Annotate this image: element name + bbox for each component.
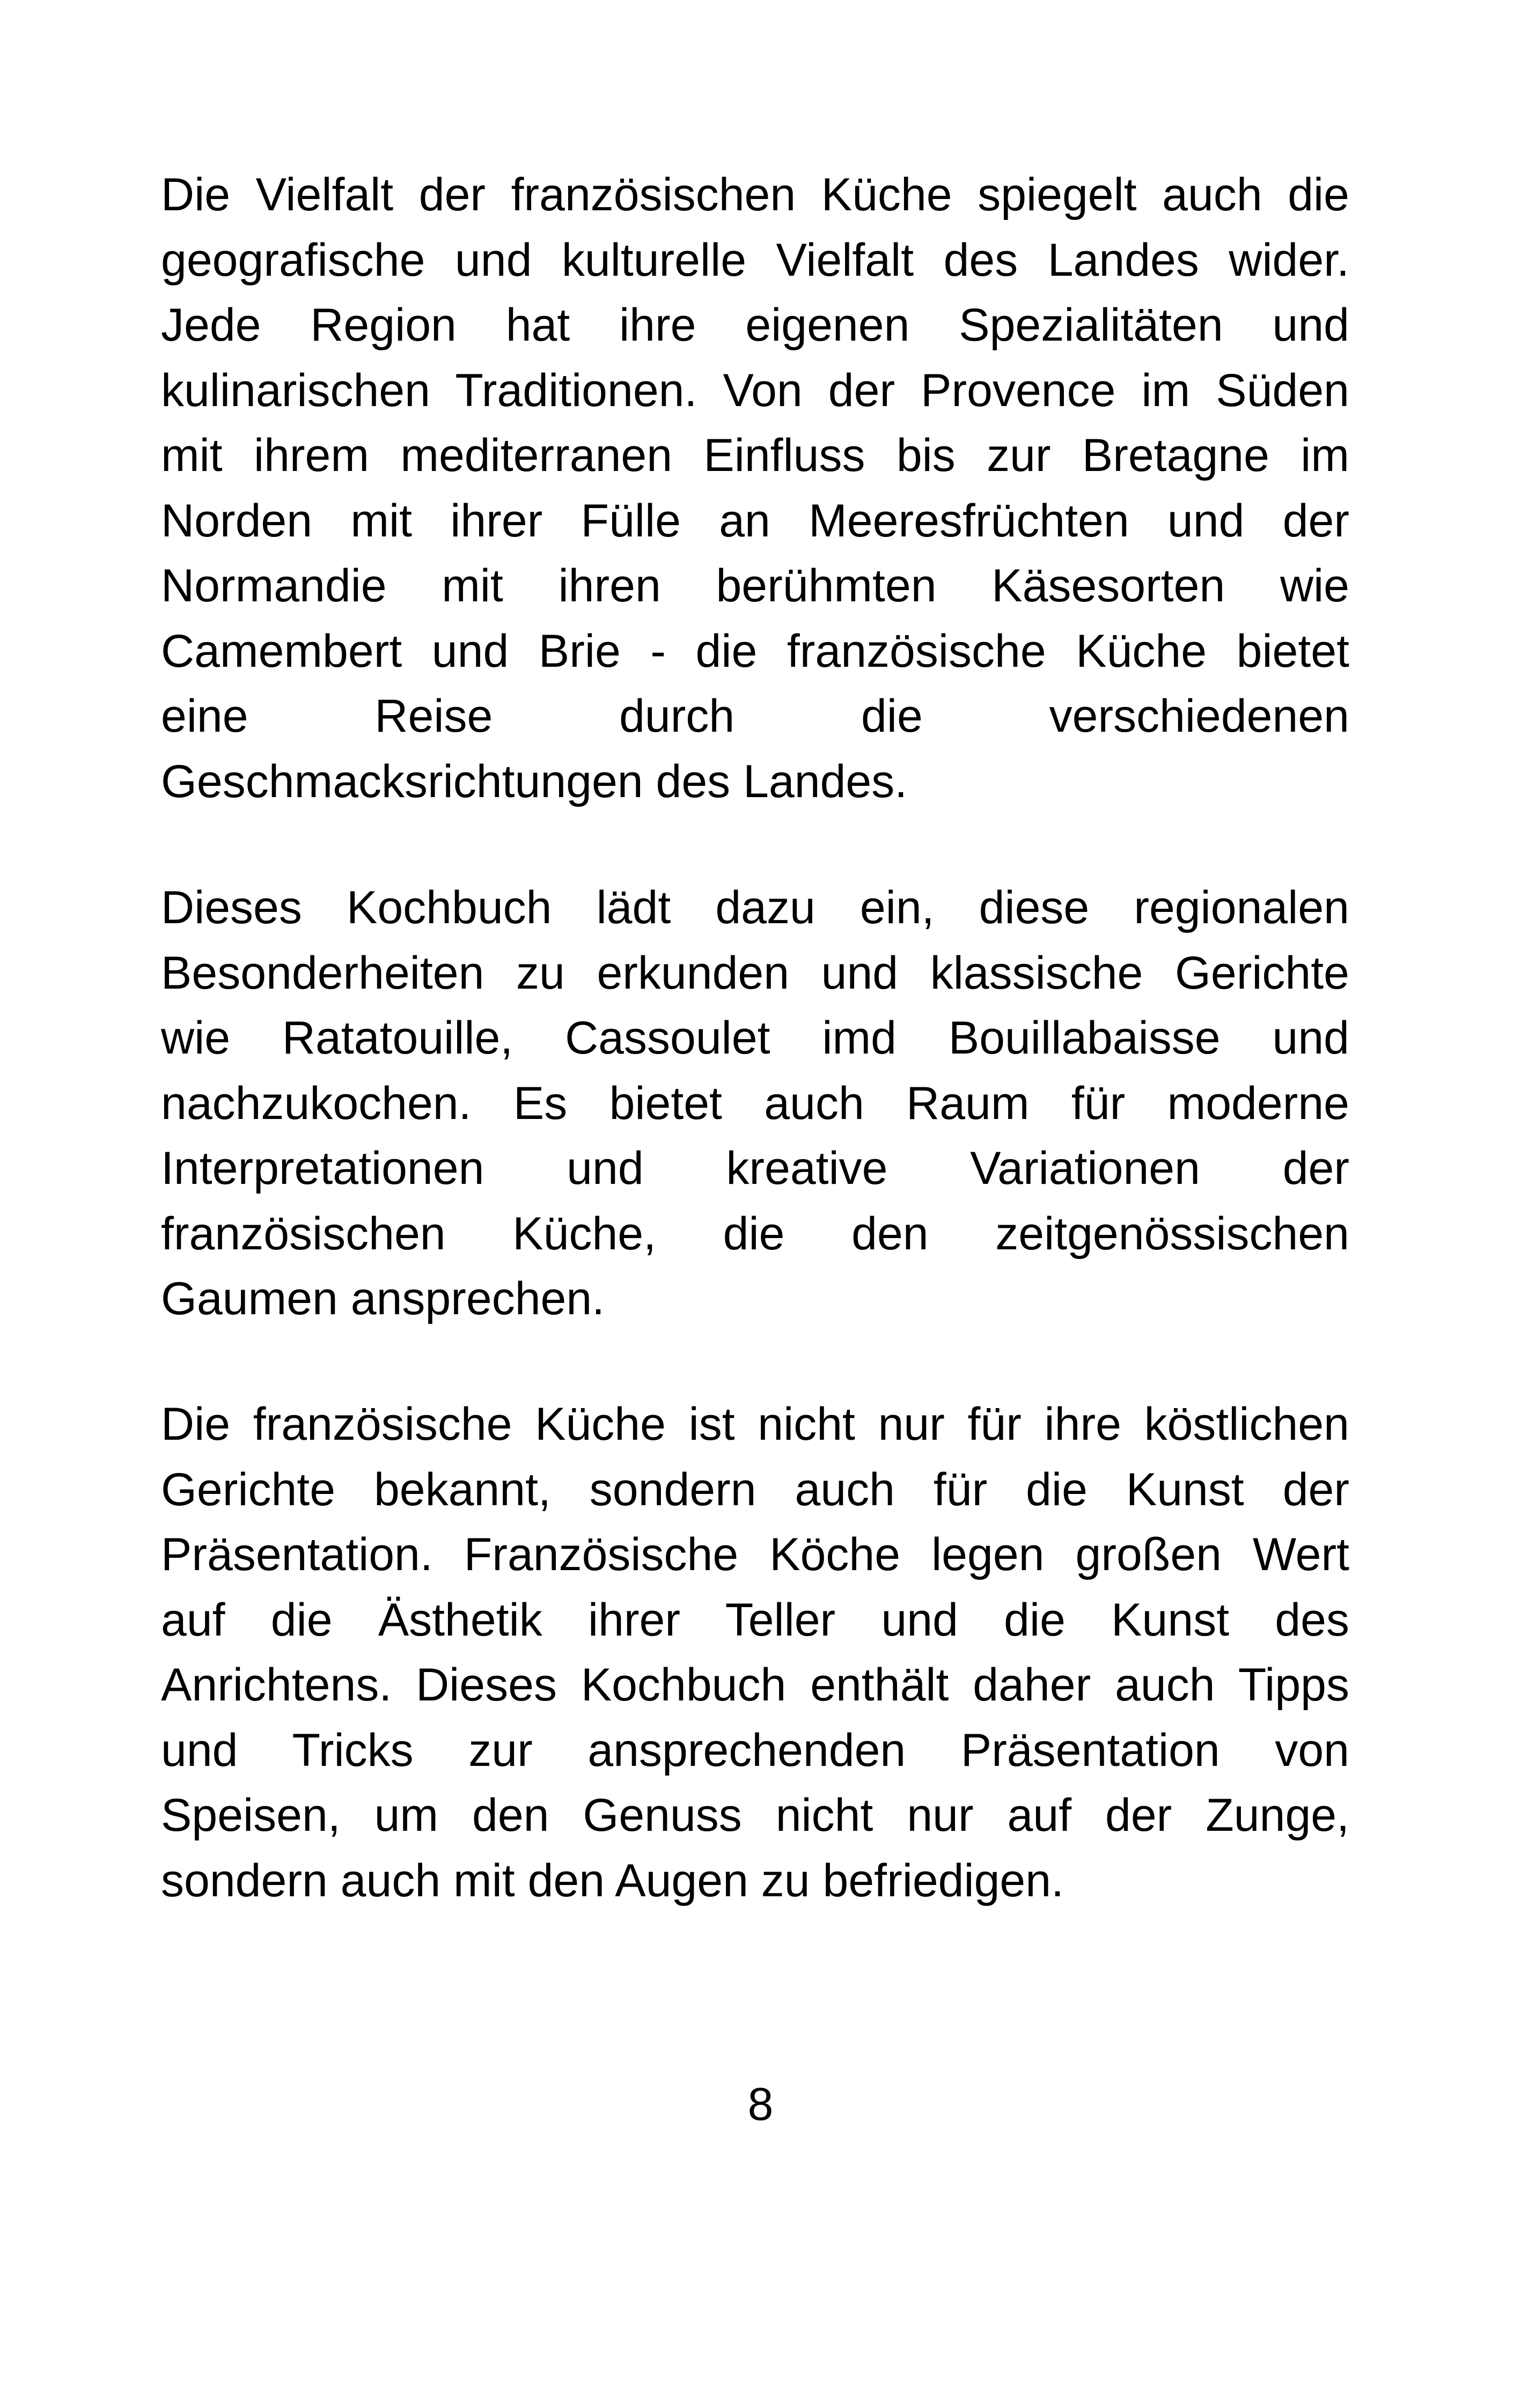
text-line: französischen Küche, die den zeitgenössischen: [161, 1207, 1349, 1260]
text-line: Besonderheiten zu erkunden und klassische Gerichte: [161, 947, 1349, 999]
page-number: 8: [747, 2079, 774, 2130]
text-line: Präsentation. Französische Köche legen großen Wert: [161, 1529, 1349, 1580]
paragraph: [161, 163, 1349, 814]
text-line: auf die Ästhetik ihrer Teller und die Kunst des: [161, 1594, 1349, 1646]
text-line: Normandie mit ihren berühmten Käsesorten wie: [161, 560, 1349, 612]
text-line: geografische und kulturelle Vielfalt des Landes wider.: [161, 234, 1349, 286]
text-line: nachzukochen. Es bietet auch Raum für moderne: [161, 1077, 1349, 1129]
text-line: Norden mit ihrer Fülle an Meeresfrüchten und der: [161, 495, 1349, 547]
text-line: und Tricks zur ansprechenden Präsentation von: [161, 1724, 1349, 1776]
text-line: Gerichte bekannt, sondern auch für die Kunst der: [161, 1463, 1349, 1515]
text-line: Die Vielfalt der französischen Küche spiegelt auch die: [161, 169, 1349, 220]
paragraph: [161, 1392, 1349, 1913]
text-line: sondern auch mit den Augen zu befriedigen.: [161, 1854, 1064, 1906]
text-line: Camembert und Brie - die französische Küche bietet: [161, 625, 1349, 677]
text-line: Interpretationen und kreative Variationen der: [161, 1143, 1349, 1194]
text-line: Anrichtens. Dieses Kochbuch enthält daher auch Tipps: [161, 1659, 1349, 1711]
text-line: Speisen, um den Genuss nicht nur auf der Zunge,: [161, 1790, 1349, 1841]
text-line: eine Reise durch die verschiedenen: [161, 690, 1349, 742]
text-line: Jede Region hat ihre eigenen Spezialitäten und: [161, 299, 1349, 351]
text-line: Geschmacksrichtungen des Landes.: [161, 755, 908, 807]
text-line: Die französische Küche ist nicht nur für ihre köstlichen: [161, 1398, 1349, 1450]
paragraph: [161, 875, 1349, 1332]
text-line: mit ihrem mediterranen Einfluss bis zur Bretagne im: [161, 430, 1349, 481]
text-line: Gaumen ansprechen.: [161, 1273, 605, 1324]
text-line: wie Ratatouille, Cassoulet imd Bouillabaisse und: [161, 1012, 1349, 1064]
text-line: Dieses Kochbuch lädt dazu ein, diese regionalen: [161, 882, 1349, 933]
text-line: kulinarischen Traditionen. Von der Provence im Süden: [161, 364, 1349, 416]
